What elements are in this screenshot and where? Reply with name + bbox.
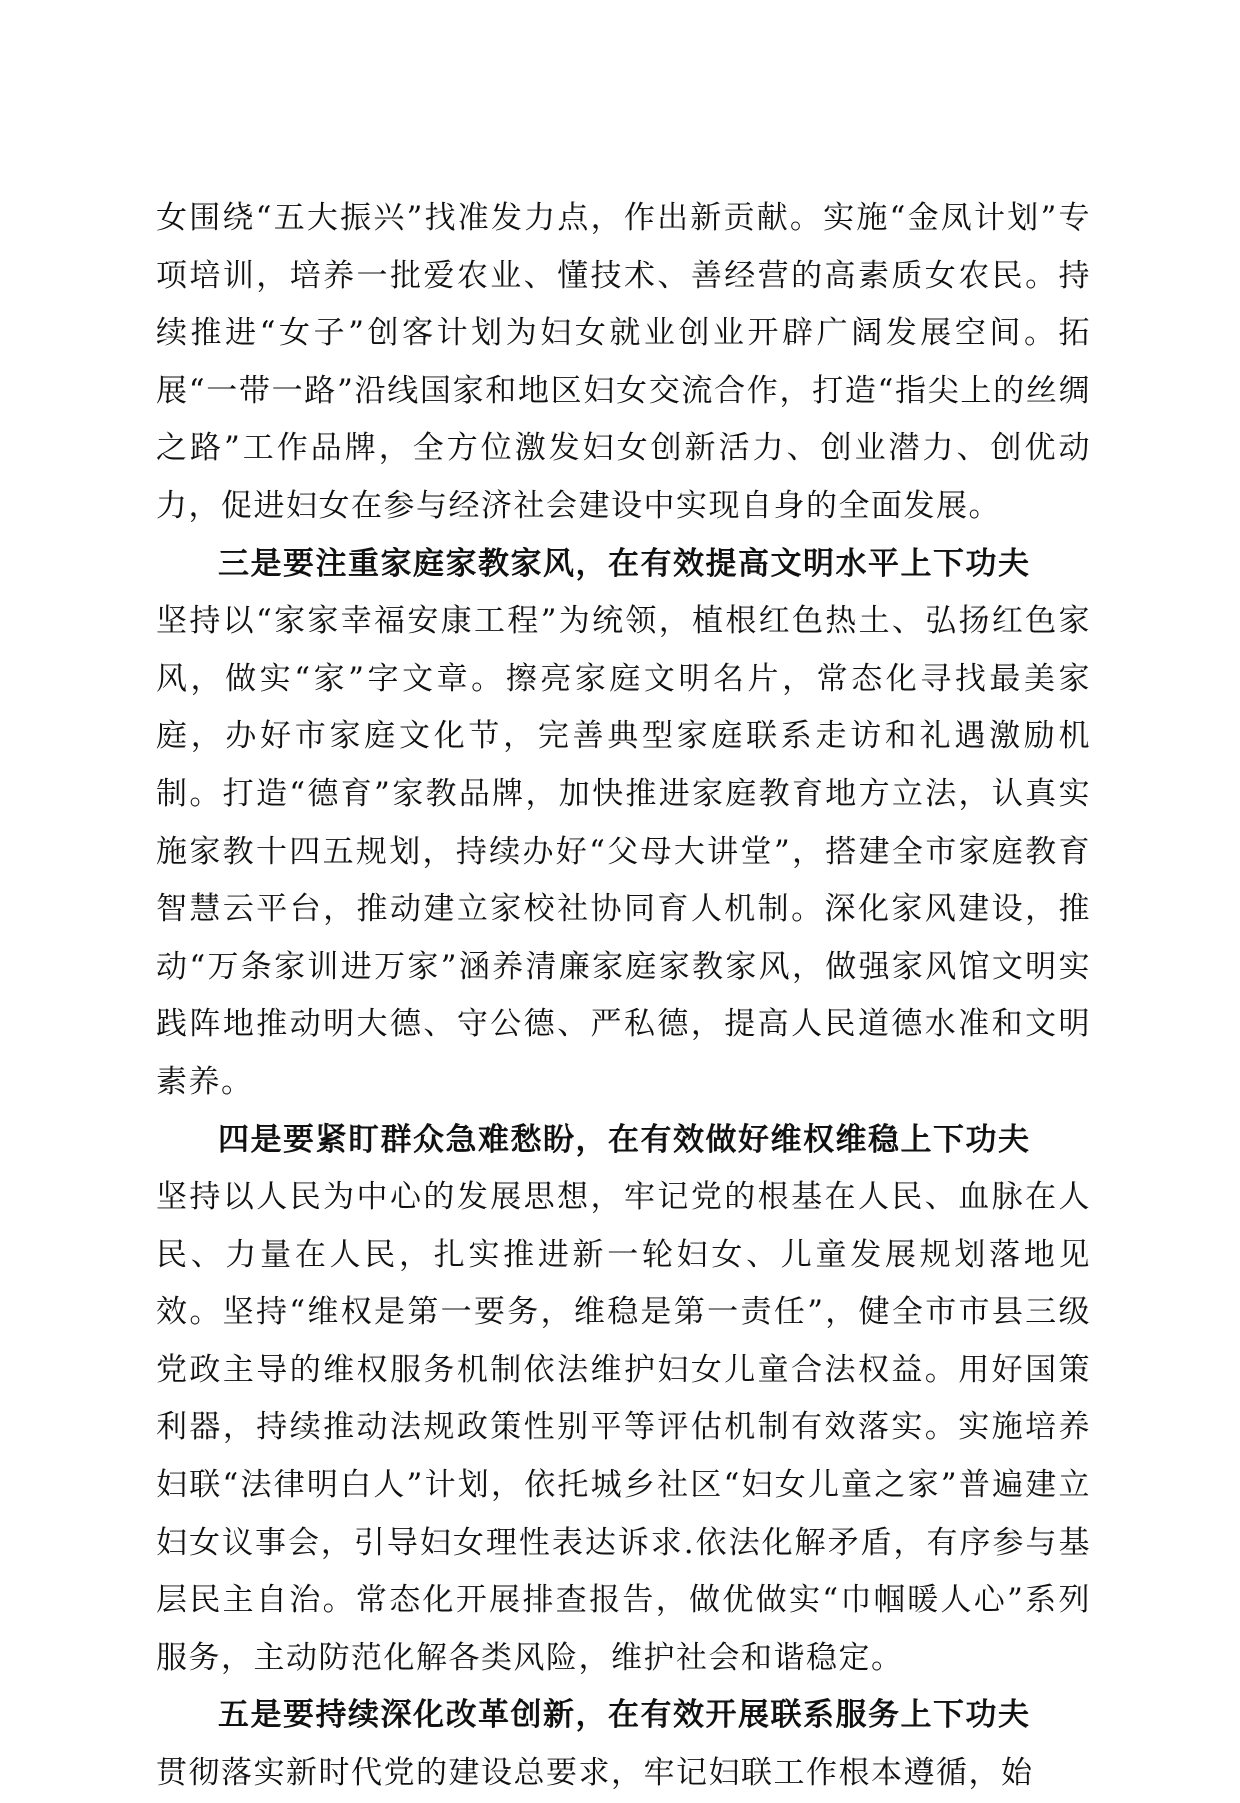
- document-body: [156, 190, 1091, 1803]
- body-paragraph: 女围绕“五大振兴”找准发力点，作出新贡献。实施“金凤计划”专项培训，培养一批爱农业、懂技术、善经营的高素质女农民。持续推进“女子”创客计划为妇女就业创业开辟广阔发展空间。拓展“一带一路”沿线国家和地区妇女交流合作，打造“指尖上的丝绸之路”工作品牌，全方位激发妇女创新活力、创业潜力、创优动力，促进妇女在参与经济社会建设中实现自身的全面发展。: [156, 200, 1091, 524]
- body-paragraph: 贯彻落实新时代党的建设总要求，牢记妇联工作根本遵循，始: [156, 1755, 1034, 1792]
- body-paragraph: 坚持以“家家幸福安康工程”为统领，植根红色热土、弘扬红色家风，做实“家”字文章。擦亮家庭文明名片，常态化寻找最美家庭，办好市家庭文化节，完善典型家庭联系走访和礼遇激励机制。打造“德育”家教品牌，加快推进家庭教育地方立法，认真实施家教十四五规划，持续办好“父母大讲堂”，搭建全市家庭教育智慧云平台，推动建立家校社协同育人机制。深化家风建设，推动“万条家训进万家”涵养清廉家庭家教家风，做强家风馆文明实践阵地推动明大德、守公德、严私德，提高人民道德水准和文明素养。: [156, 603, 1091, 1100]
- section-heading: [156, 1687, 1091, 1745]
- body-paragraph: 坚持以人民为中心的发展思想，牢记党的根基在人民、血脉在人民、力量在人民，扎实推进新一轮妇女、儿童发展规划落地见效。坚持“维权是第一要务，维稳是第一责任”，健全市市县三级党政主导的维权服务机制依法维护妇女儿童合法权益。用好国策利器，持续推动法规政策性别平等评估机制有效落实。实施培养妇联“法律明白人”计划，依托城乡社区“妇女儿童之家”普遍建立妇女议事会，引导妇女理性表达诉求.依法化解矛盾，有序参与基层民主自治。常态化开展排查报告，做优做实“巾帼暖人心”系列服务，主动防范化解各类风险，维护社会和谐稳定。: [156, 1179, 1091, 1676]
- section-heading-text: 四是要紧盯群众急难愁盼，在有效做好维权维稳上下功夫: [218, 1121, 1031, 1158]
- section-heading: [156, 536, 1091, 594]
- section-heading-text: 五是要持续深化改革创新，在有效开展联系服务上下功夫: [218, 1697, 1031, 1734]
- section-heading-text: 三是要注重家庭家教家风，在有效提高文明水平上下功夫: [218, 545, 1031, 582]
- section-heading: [156, 1112, 1091, 1170]
